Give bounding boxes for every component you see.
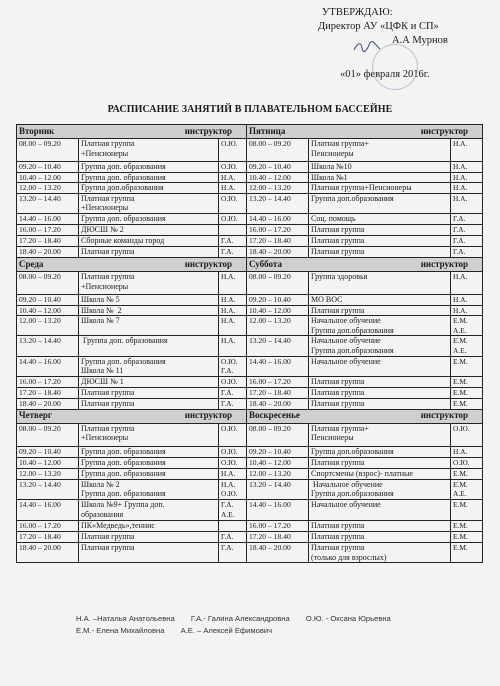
instructor-cell: О.Ю.	[451, 423, 483, 446]
time-cell: 12.00 – 13.20	[17, 316, 79, 336]
time-cell: 09.20 – 10.40	[247, 294, 309, 305]
instructor-cell: Г.А. А.Е.	[219, 499, 247, 520]
instructor-cell: Н.А. О.Ю.	[219, 479, 247, 499]
approval-position: Директор АУ «ЦФК и СП»	[318, 21, 439, 32]
approval-signatory: А.А Мурнов	[392, 35, 448, 46]
session-cell: Школа №10	[309, 162, 451, 173]
time-cell: 13.20 – 14.40	[17, 479, 79, 499]
session-cell: Платная группа+ Пенсионеры	[309, 139, 451, 162]
page-title: РАСПИСАНИЕ ЗАНЯТИЙ В ПЛАВАТЕЛЬНОМ БАССЕЙНЕ	[107, 104, 393, 115]
instructor-cell	[219, 520, 247, 531]
instructor-column-label: инструктор	[184, 258, 232, 269]
time-cell: 13.20 – 14.40	[247, 193, 309, 213]
instructor-cell: Н.А.	[451, 446, 483, 457]
time-cell: 18.40 – 20.00	[247, 246, 309, 257]
session-cell: Начальное обучение	[309, 499, 451, 520]
table-row	[17, 387, 483, 398]
time-cell: 18.40 – 20.00	[17, 542, 79, 562]
left-day-header	[17, 257, 247, 271]
session-cell: Платная группа	[309, 531, 451, 542]
time-cell: 18.40 – 20.00	[247, 398, 309, 409]
right-day-header	[247, 257, 483, 271]
table-row	[17, 499, 483, 520]
instructor-column-label: инструктор	[184, 410, 232, 421]
table-row	[17, 446, 483, 457]
table-row	[17, 376, 483, 387]
instructor-cell: Е.М.	[451, 356, 483, 376]
instructor-cell: Н.А.	[451, 294, 483, 305]
instructor-cell: Г.А.	[219, 246, 247, 257]
time-cell: 18.40 – 20.00	[17, 246, 79, 257]
instructor-cell: Г.А.	[219, 387, 247, 398]
right-day-header	[247, 409, 483, 423]
session-cell: Платная группа	[309, 224, 451, 235]
time-cell: 16.00 – 17.20	[17, 520, 79, 531]
session-cell: Платная группа	[309, 520, 451, 531]
instructor-cell: О.Ю.	[451, 457, 483, 468]
session-cell: Платная группа+ Пенсионеры	[309, 423, 451, 446]
day-name: Вторник	[19, 125, 55, 136]
approval-heading: УТВЕРЖДАЮ:	[322, 7, 393, 18]
time-cell: 14.40 – 16.00	[17, 213, 79, 224]
table-row	[17, 183, 483, 194]
time-cell: 12.00 – 13.20	[247, 183, 309, 194]
instructor-cell: Г.А.	[219, 531, 247, 542]
time-cell: 09.20 – 10.40	[17, 294, 79, 305]
session-cell: Группа доп. образования	[79, 213, 219, 224]
time-cell: 17.20 – 18.40	[17, 235, 79, 246]
day-name: Воскресенье	[249, 410, 300, 421]
time-cell: 14.40 – 16.00	[17, 499, 79, 520]
time-cell: 13.20 – 14.40	[247, 336, 309, 356]
table-row	[17, 294, 483, 305]
time-cell: 18.40 – 20.00	[17, 398, 79, 409]
time-cell: 17.20 – 18.40	[247, 531, 309, 542]
legend-line-1	[76, 613, 405, 625]
instructor-cell: Е.М.	[451, 499, 483, 520]
instructor-cell: О.Ю.	[219, 193, 247, 213]
session-cell: Платная группа	[309, 398, 451, 409]
table-row	[17, 423, 483, 446]
session-cell: Школа № 2	[79, 305, 219, 316]
time-cell: 12.00 – 13.20	[17, 183, 79, 194]
instructor-cell: Е.М. А.Е.	[451, 316, 483, 336]
time-cell: 09.20 – 10.40	[17, 446, 79, 457]
session-cell: Платная группа	[309, 305, 451, 316]
session-cell: Платная группа +Пенсионеры	[79, 271, 219, 294]
time-cell: 13.20 – 14.40	[247, 479, 309, 499]
instructor-cell: Е.М. А.Е.	[451, 336, 483, 356]
time-cell: 10.40 – 12.00	[17, 305, 79, 316]
time-cell: 14.40 – 16.00	[247, 499, 309, 520]
approval-date: «01» февраля 2016г.	[340, 69, 430, 80]
legend-entry: Г.А.- Галина Александровна	[190, 614, 290, 623]
session-cell: Школа № 7	[79, 316, 219, 336]
time-cell: 10.40 – 12.00	[247, 172, 309, 183]
instructor-cell: О.Ю.	[219, 162, 247, 173]
day-name: Четверг	[19, 410, 52, 421]
legend-entry: А.Е. – Алексей Ефимович	[180, 626, 273, 635]
table-row	[17, 336, 483, 356]
instructor-cell: Е.М.	[451, 376, 483, 387]
time-cell: 17.20 – 18.40	[247, 235, 309, 246]
instructor-cell	[219, 224, 247, 235]
table-row	[17, 271, 483, 294]
instructor-column-label: инструктор	[420, 258, 468, 269]
session-cell: Платная группа	[309, 235, 451, 246]
session-cell: Платная группа	[79, 387, 219, 398]
time-cell: 16.00 – 17.20	[17, 224, 79, 235]
time-cell: 14.40 – 16.00	[17, 356, 79, 376]
session-cell: Школа №1	[309, 172, 451, 183]
session-cell: Начальное обучение Группа доп.образования	[309, 336, 451, 356]
instructor-cell: Н.А.	[451, 305, 483, 316]
instructor-cell: Н.А.	[219, 172, 247, 183]
time-cell: 08.00 – 09.20	[17, 423, 79, 446]
time-cell: 16.00 – 17.20	[247, 376, 309, 387]
session-cell: Платная группа	[79, 531, 219, 542]
table-row	[17, 531, 483, 542]
instructor-cell: Г.А.	[219, 398, 247, 409]
session-cell: Группа доп.образования	[309, 446, 451, 457]
instructor-cell: О.Ю.	[219, 423, 247, 446]
time-cell: 16.00 – 17.20	[247, 520, 309, 531]
instructor-cell: О.Ю.	[219, 446, 247, 457]
instructor-cell: Н.А.	[451, 193, 483, 213]
session-cell: Платная группа+Пенсионеры	[309, 183, 451, 194]
time-cell: 12.00 – 13.20	[17, 468, 79, 479]
legend-entry: Е.М.- Елена Михайловна	[76, 626, 165, 635]
day-header-row	[17, 257, 483, 271]
time-cell: 10.40 – 12.00	[247, 457, 309, 468]
instructor-cell: Н.А.	[451, 139, 483, 162]
table-row	[17, 305, 483, 316]
instructor-cell: Н.А.	[451, 172, 483, 183]
instructor-cell: Е.М.	[451, 531, 483, 542]
instructor-column-label: инструктор	[420, 125, 468, 136]
time-cell: 09.20 – 10.40	[247, 446, 309, 457]
instructor-cell: Е.М.	[451, 520, 483, 531]
table-row	[17, 193, 483, 213]
table-row	[17, 457, 483, 468]
schedule-table	[16, 124, 483, 563]
session-cell: Группа доп.образования	[79, 183, 219, 194]
session-cell: ДЮСШ № 2	[79, 224, 219, 235]
instructor-cell: Н.А.	[451, 271, 483, 294]
session-cell: Начальное обучение	[309, 356, 451, 376]
instructor-cell: Н.А.	[219, 336, 247, 356]
session-cell: Группа здоровья	[309, 271, 451, 294]
session-cell: Группа доп. образования	[79, 162, 219, 173]
time-cell: 12.00 – 13.20	[247, 468, 309, 479]
instructor-cell: Н.А.	[219, 271, 247, 294]
instructor-legend	[76, 613, 405, 637]
day-header-row	[17, 125, 483, 139]
table-row	[17, 224, 483, 235]
table-row	[17, 162, 483, 173]
instructor-cell: О.Ю.	[219, 139, 247, 162]
table-row	[17, 468, 483, 479]
time-cell: 08.00 – 09.20	[247, 271, 309, 294]
session-cell: Начальное обучение Группа доп.образования	[309, 316, 451, 336]
time-cell: 14.40 – 16.00	[247, 213, 309, 224]
instructor-cell: Е.М.	[451, 542, 483, 562]
session-cell: Школа № 2 Группа доп. образования	[79, 479, 219, 499]
instructor-cell: Г.А.	[219, 542, 247, 562]
legend-entry: Н.А. –Наталья Анатольевна	[76, 614, 175, 623]
time-cell: 17.20 – 18.40	[17, 531, 79, 542]
session-cell: Платная группа +Пенсионеры	[79, 423, 219, 446]
instructor-cell: Г.А.	[451, 224, 483, 235]
time-cell: 10.40 – 12.00	[247, 305, 309, 316]
session-cell: Платная группа	[309, 457, 451, 468]
time-cell: 13.20 – 14.40	[17, 336, 79, 356]
table-row	[17, 172, 483, 183]
time-cell: 09.20 – 10.40	[247, 162, 309, 173]
table-row	[17, 139, 483, 162]
instructor-cell: О.Ю. Г.А.	[219, 356, 247, 376]
instructor-cell: Г.А.	[451, 246, 483, 257]
instructor-cell: О.Ю.	[219, 213, 247, 224]
left-day-header	[17, 409, 247, 423]
session-cell: Группа доп. образования	[79, 457, 219, 468]
day-name: Среда	[19, 258, 44, 269]
stamp-seal	[372, 44, 418, 90]
right-day-header	[247, 125, 483, 139]
table-row	[17, 213, 483, 224]
time-cell: 10.40 – 12.00	[17, 172, 79, 183]
left-day-header	[17, 125, 247, 139]
instructor-cell: Г.А.	[451, 235, 483, 246]
time-cell: 17.20 – 18.40	[17, 387, 79, 398]
table-row	[17, 246, 483, 257]
session-cell: Группа доп. образования	[79, 336, 219, 356]
session-cell: Платная группа +Пенсионеры	[79, 193, 219, 213]
table-row	[17, 316, 483, 336]
session-cell: Спортсмены (взрос)- платные	[309, 468, 451, 479]
instructor-cell: Е.М.	[451, 468, 483, 479]
session-cell: Платная группа	[309, 376, 451, 387]
time-cell: 08.00 – 09.20	[247, 139, 309, 162]
time-cell: 08.00 – 09.20	[17, 271, 79, 294]
instructor-cell: Е.М.	[451, 387, 483, 398]
table-row	[17, 542, 483, 562]
day-name: Суббота	[249, 258, 282, 269]
instructor-cell: Н.А.	[451, 162, 483, 173]
instructor-column-label: инструктор	[184, 125, 232, 136]
session-cell: Начальное обучение Группа доп.образования	[309, 479, 451, 499]
instructor-cell: Е.М. А.Е.	[451, 479, 483, 499]
session-cell: Группа доп. образования	[79, 446, 219, 457]
table-row	[17, 479, 483, 499]
session-cell: Соц. помощь	[309, 213, 451, 224]
instructor-cell: Е.М.	[451, 398, 483, 409]
session-cell: Платная группа	[79, 398, 219, 409]
instructor-cell: Н.А.	[219, 305, 247, 316]
session-cell: Платная группа	[309, 246, 451, 257]
session-cell: Платная группа (только для взрослых)	[309, 542, 451, 562]
time-cell: 09.20 – 10.40	[17, 162, 79, 173]
instructor-cell: О.Ю.	[219, 457, 247, 468]
time-cell: 08.00 – 09.20	[17, 139, 79, 162]
instructor-cell: Г.А.	[219, 235, 247, 246]
day-header-row	[17, 409, 483, 423]
session-cell: МО ВОС	[309, 294, 451, 305]
time-cell: 17.20 – 18.40	[247, 387, 309, 398]
time-cell: 16.00 – 17.20	[17, 376, 79, 387]
session-cell: Группа доп.образования	[309, 193, 451, 213]
instructor-cell: Н.А.	[219, 316, 247, 336]
session-cell: Группа доп. образования Школа № 11	[79, 356, 219, 376]
table-row	[17, 398, 483, 409]
time-cell: 08.00 – 09.20	[247, 423, 309, 446]
session-cell: Группа доп. образования	[79, 468, 219, 479]
session-cell: ДЮСШ № 1	[79, 376, 219, 387]
instructor-cell: О.Ю.	[219, 376, 247, 387]
time-cell: 18.40 – 20.00	[247, 542, 309, 562]
legend-line-2	[76, 625, 405, 637]
session-cell: Школа № 5	[79, 294, 219, 305]
time-cell: 13.20 – 14.40	[17, 193, 79, 213]
time-cell: 14.40 – 16.00	[247, 356, 309, 376]
time-cell: 12.00 – 13.20	[247, 316, 309, 336]
table-row	[17, 520, 483, 531]
session-cell: Сборные команды город	[79, 235, 219, 246]
session-cell: ПК«Медведь»,теннис	[79, 520, 219, 531]
table-row	[17, 356, 483, 376]
session-cell: Платная группа	[79, 542, 219, 562]
instructor-cell: Н.А.	[219, 468, 247, 479]
instructor-cell: Н.А.	[219, 294, 247, 305]
time-cell: 10.40 – 12.00	[17, 457, 79, 468]
legend-entry: О.Ю. - Оксана Юрьевна	[305, 614, 391, 623]
day-name: Пятница	[249, 125, 286, 136]
session-cell: Платная группа	[79, 246, 219, 257]
instructor-cell: Н.А.	[451, 183, 483, 194]
instructor-cell: Г.А.	[451, 213, 483, 224]
session-cell: Платная группа	[309, 387, 451, 398]
session-cell: Платная группа +Пенсионеры	[79, 139, 219, 162]
session-cell: Школа №9+ Группа доп. образования	[79, 499, 219, 520]
time-cell: 16.00 – 17.20	[247, 224, 309, 235]
instructor-column-label: инструктор	[420, 410, 468, 421]
table-row	[17, 235, 483, 246]
session-cell: Группа доп. образования	[79, 172, 219, 183]
instructor-cell: Н.А.	[219, 183, 247, 194]
